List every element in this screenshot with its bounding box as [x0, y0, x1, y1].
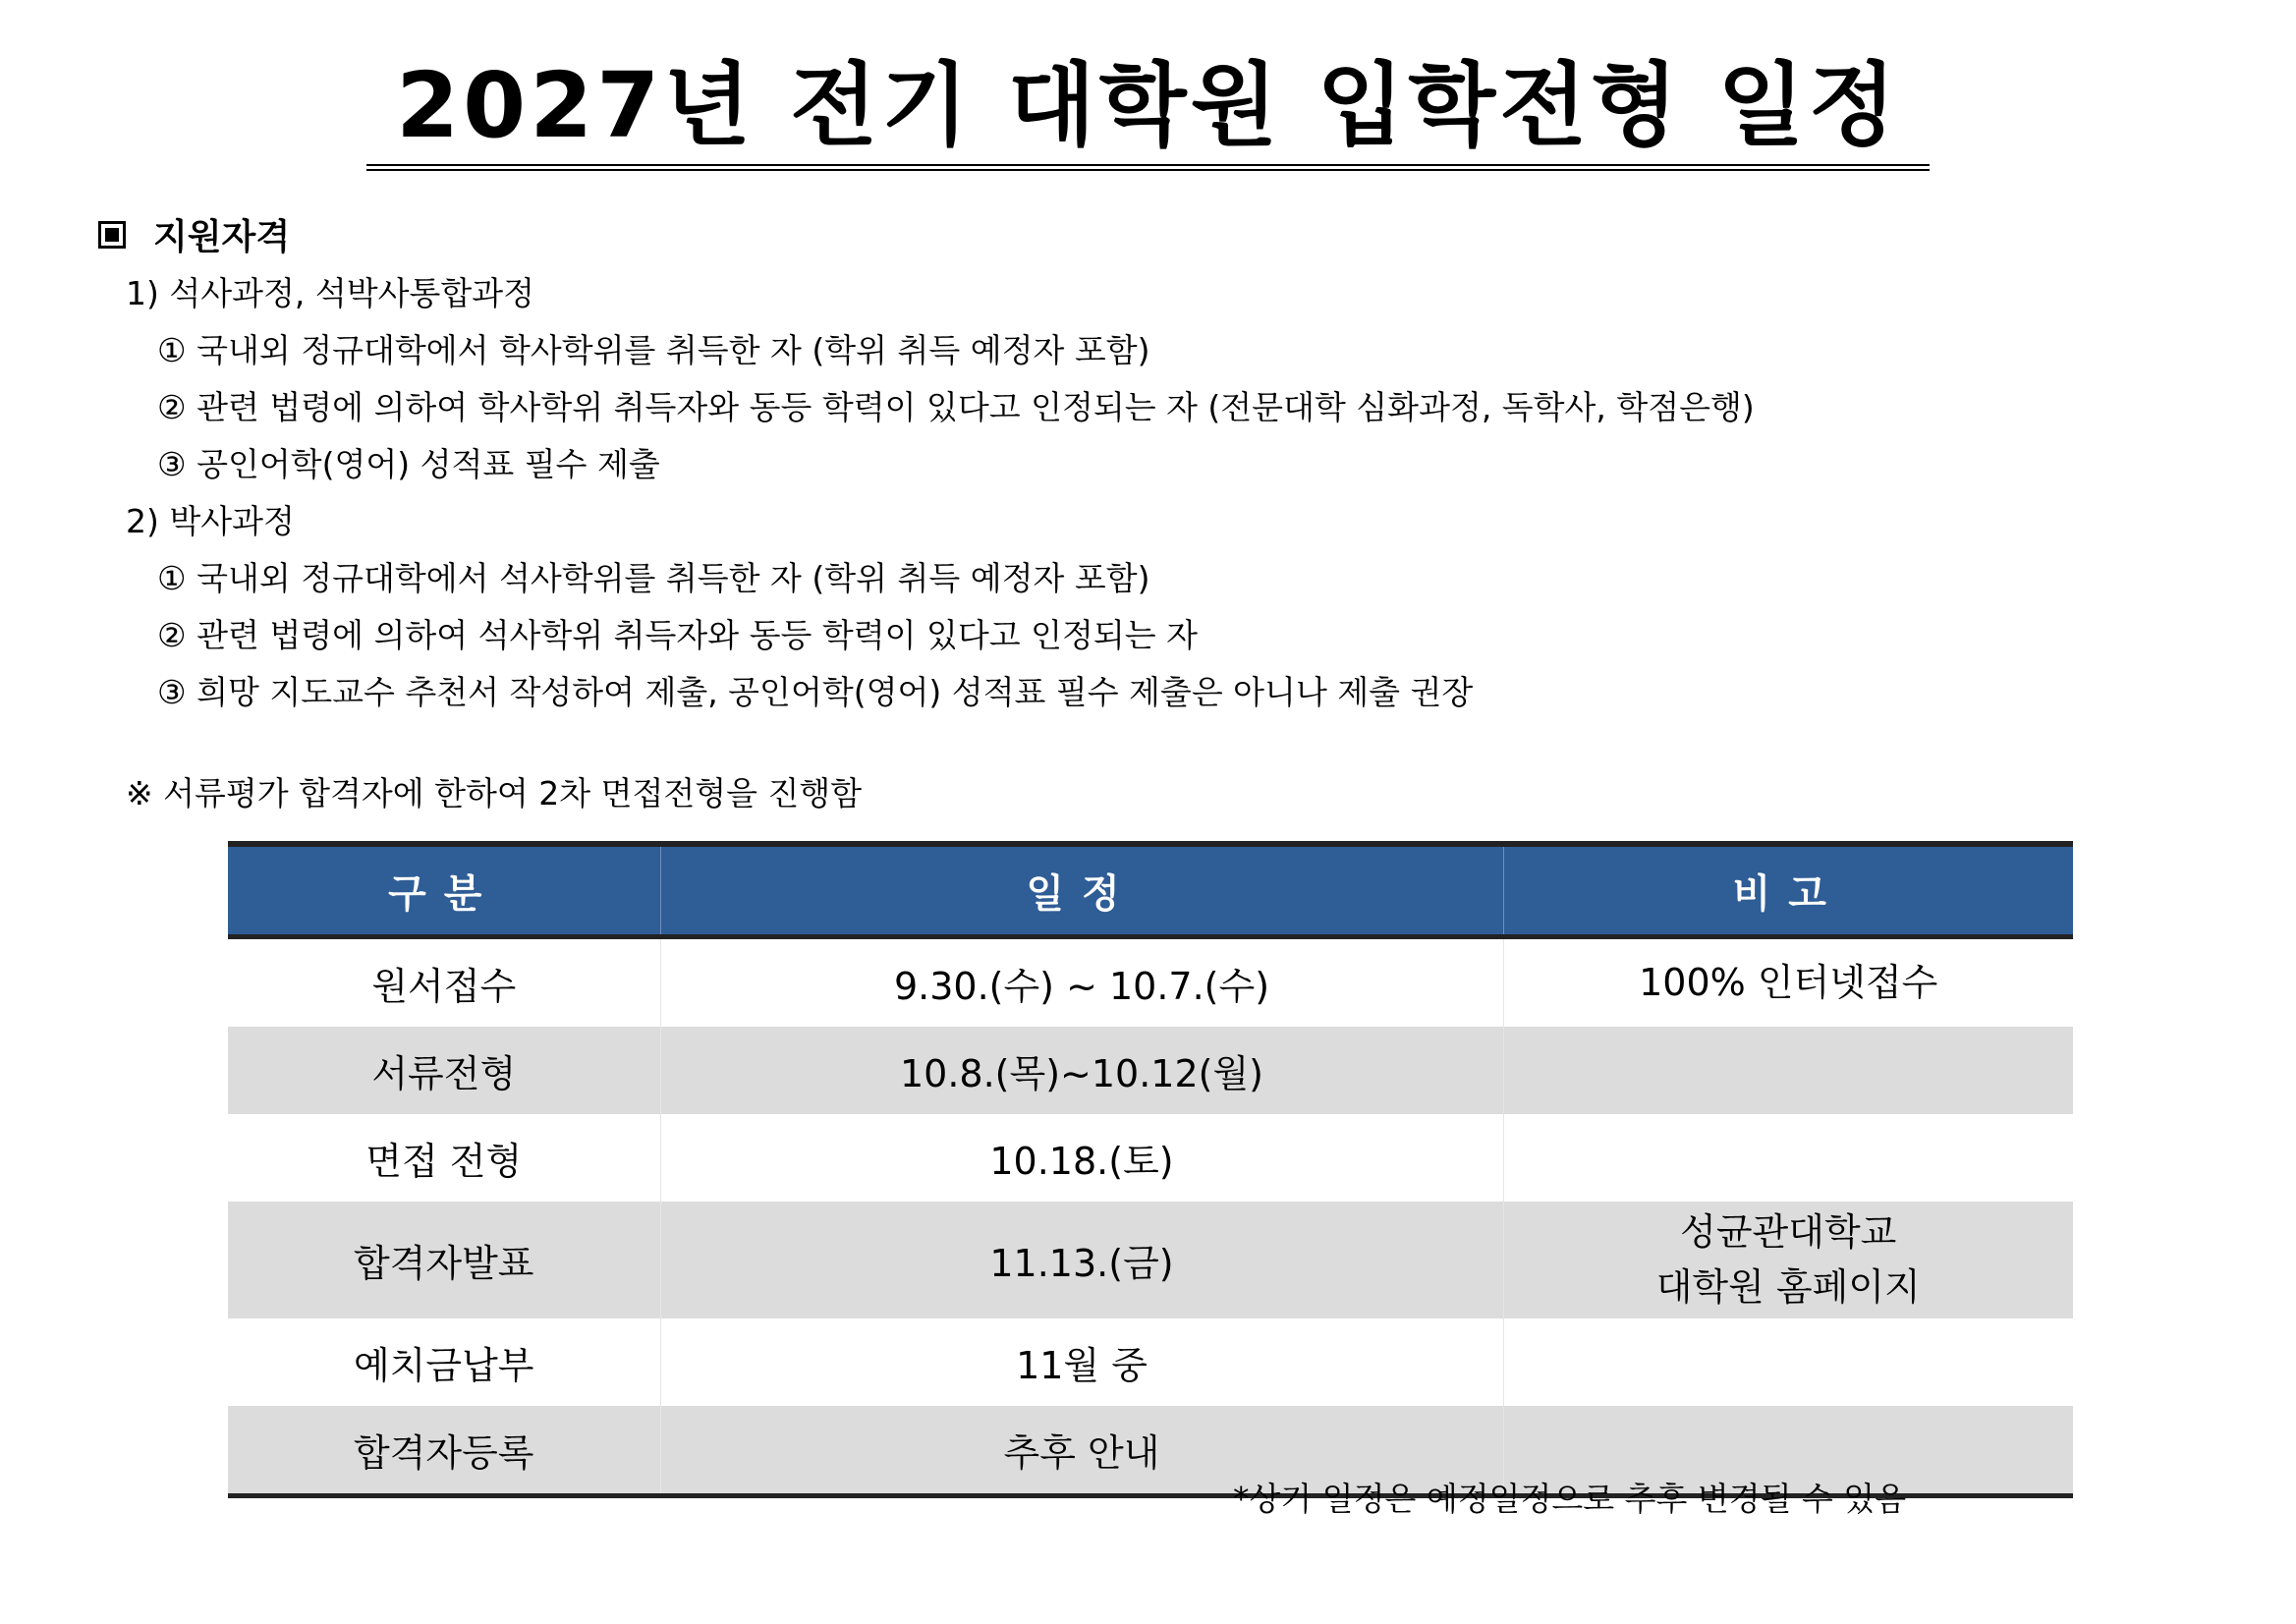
page-title: 2027년 전기 대학원 입학전형 일정: [366, 54, 1930, 171]
header-schedule: 일정: [660, 844, 1503, 937]
row-category: 합격자발표: [228, 1202, 660, 1318]
row-schedule: 11월 중: [660, 1318, 1503, 1406]
row-schedule: 11.13.(금): [660, 1202, 1503, 1318]
qualification-line: ① 국내외 정규대학에서 학사학위를 취득한 자 (학위 취득 예정자 포함): [157, 331, 1150, 369]
title-wrap: [0, 54, 2296, 171]
row-schedule: 9.30.(수) ~ 10.7.(수): [660, 937, 1503, 1028]
notice-text: ※ 서류평가 합격자에 한하여 2차 면접전형을 진행함: [126, 774, 863, 812]
qualification-line: ① 국내외 정규대학에서 석사학위를 취득한 자 (학위 취득 예정자 포함): [157, 559, 1150, 597]
remark-line: 성균관대학교: [1680, 1210, 1897, 1255]
table-row: [228, 1202, 2073, 1318]
row-schedule: 추후 안내: [660, 1406, 1503, 1496]
row-category: 면접 전형: [228, 1114, 660, 1202]
table-header-row: [228, 844, 2073, 937]
row-remark: [1503, 1202, 2073, 1318]
row-category: 합격자등록: [228, 1406, 660, 1496]
remark-line: 대학원 홈페이지: [1655, 1264, 1921, 1309]
row-schedule: 10.18.(토): [660, 1114, 1503, 1202]
qualification-line: 1) 석사과정, 석박사통합과정: [126, 274, 534, 312]
header-remark: 비고: [1503, 844, 2073, 937]
row-remark: [1503, 1027, 2073, 1114]
qualification-line: ③ 희망 지도교수 추천서 작성하여 제출, 공인어학(영어) 성적표 필수 제출은 아니나 제출 권장: [157, 673, 1474, 711]
section-heading: [98, 209, 290, 259]
row-category: 서류전형: [228, 1027, 660, 1114]
row-category: 원서접수: [228, 937, 660, 1028]
row-remark: [1503, 1114, 2073, 1202]
section-heading-text: 지원자격: [153, 217, 291, 257]
square-bullet-icon: [98, 221, 126, 249]
footnote: *상기 일정은 예정일정으로 추후 변경될 수 있음: [1233, 1480, 1907, 1518]
row-remark: [1503, 1318, 2073, 1406]
table-row: [228, 1027, 2073, 1114]
row-category: 예치금납부: [228, 1318, 660, 1406]
header-category: 구분: [228, 844, 660, 937]
qualification-line: 2) 박사과정: [126, 502, 295, 540]
row-schedule: 10.8.(목)~10.12(월): [660, 1027, 1503, 1114]
qualification-line: ③ 공인어학(영어) 성적표 필수 제출: [157, 445, 660, 483]
remark-line: 100% 인터넷접수: [1639, 960, 1938, 1004]
qualification-line: ② 관련 법령에 의하여 학사학위 취득자와 동등 학력이 있다고 인정되는 자 (전문대학 심화과정, 독학사, 학점은행): [157, 388, 1755, 426]
qualification-line: ② 관련 법령에 의하여 석사학위 취득자와 동등 학력이 있다고 인정되는 자: [157, 616, 1198, 654]
table-row: [228, 1114, 2073, 1202]
row-remark: [1503, 937, 2073, 1028]
table-row: [228, 937, 2073, 1028]
schedule-table: [228, 841, 2073, 1498]
table-row: [228, 1318, 2073, 1406]
